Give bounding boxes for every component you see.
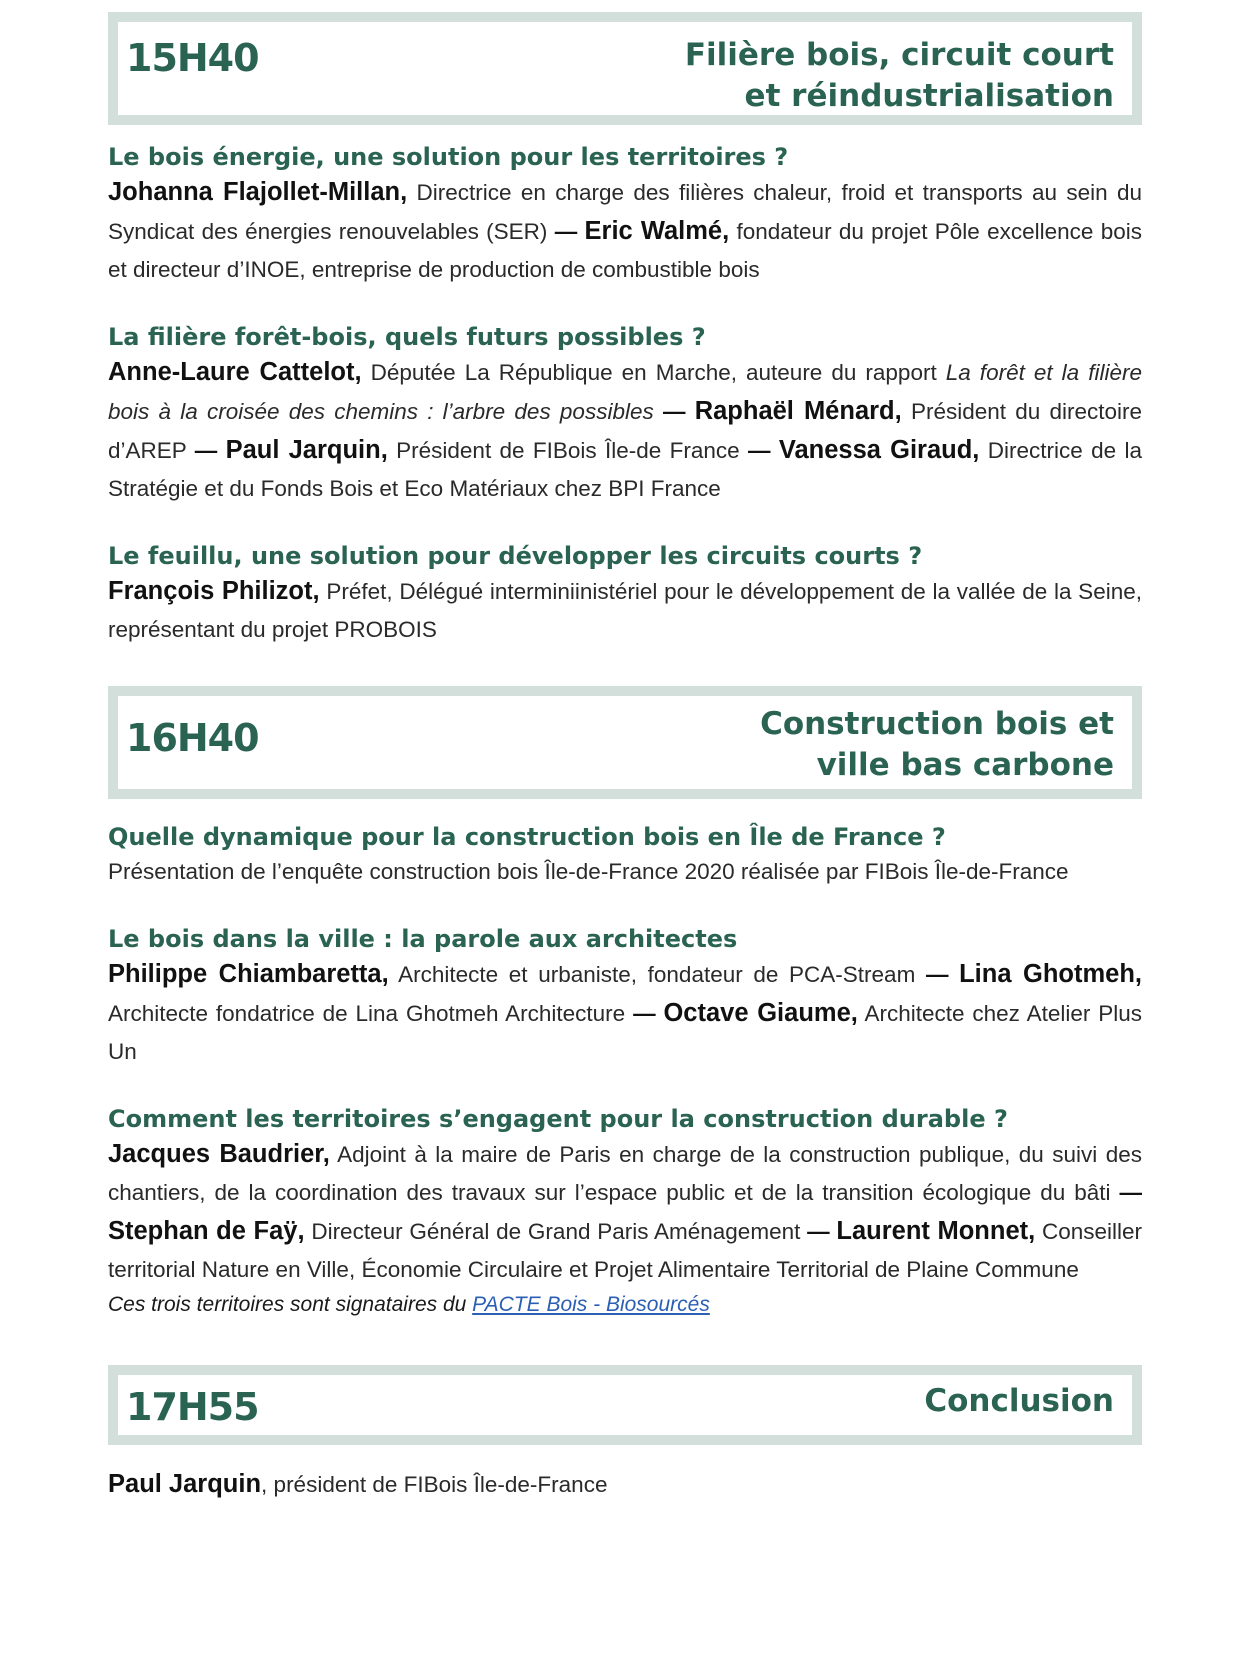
note-text: Ces trois territoires sont signataires du bbox=[108, 1293, 473, 1316]
talk-title: La filière forêt-bois, quels futurs possibles ? bbox=[108, 323, 706, 351]
report-title: La forêt et la filière bois à la croisée des chemins : l’arbre des possibles bbox=[108, 360, 1142, 424]
speaker-role: Architecte chez Atelier Plus Un bbox=[108, 1001, 1142, 1064]
session-header-1540 bbox=[108, 12, 1142, 125]
talk-title: Quelle dynamique pour la construction bois en Île de France ? bbox=[108, 823, 946, 851]
talk-speakers bbox=[108, 955, 1142, 1071]
session-time: 17H55 bbox=[126, 1385, 259, 1429]
session-title-line-2: ville bas carbone bbox=[816, 747, 1114, 783]
speaker-name: Raphaël Ménard, bbox=[694, 397, 902, 425]
speaker-name: Octave Giaume, bbox=[663, 999, 858, 1027]
speaker-name: Vanessa Giraud, bbox=[778, 436, 980, 464]
talk-description: Présentation de l’enquête construction bois Île-de-France 2020 réalisée par FIBois Île-de-France bbox=[108, 859, 1069, 884]
session-title: Conclusion bbox=[924, 1383, 1114, 1419]
speaker-name: Anne-Laure Cattelot, bbox=[108, 358, 362, 386]
talk-territoires-construction-durable bbox=[108, 1103, 1142, 1321]
separator-dash: — bbox=[748, 438, 771, 463]
speaker-role: Président de FIBois Île-de France bbox=[387, 438, 749, 463]
talk-bois-dans-la-ville bbox=[108, 923, 1142, 1071]
pacte-link[interactable]: PACTE Bois - Biosourcés bbox=[472, 1293, 710, 1316]
session-time: 15H40 bbox=[126, 36, 259, 80]
session-title-line-2: et réindustrialisation bbox=[744, 78, 1114, 114]
session-title-line-1: Construction bois et bbox=[760, 706, 1114, 742]
separator-dash: — bbox=[1119, 1180, 1142, 1205]
session-title bbox=[760, 704, 1114, 786]
speaker-role: , président de FIBois Île-de-France bbox=[261, 1472, 608, 1497]
speaker-name: Eric Walmé, bbox=[584, 217, 730, 245]
speaker-role: Directrice en charge des filières chaleur, froid et transports au sein du Syndicat des énergies renouvelables (SER) bbox=[108, 180, 1142, 244]
talk-title: Comment les territoires s’engagent pour la construction durable ? bbox=[108, 1105, 1008, 1133]
session-header-1755 bbox=[108, 1365, 1142, 1445]
separator-dash: — bbox=[633, 1001, 656, 1026]
speaker-role: Directrice de la Stratégie et du Fonds Bois et Eco Matériaux chez BPI France bbox=[108, 438, 1142, 501]
separator-dash: — bbox=[662, 399, 686, 424]
agenda-page bbox=[108, 12, 1142, 1504]
conclusion-speaker bbox=[108, 1465, 1142, 1504]
speaker-role: Conseiller territorial Nature en Ville, Économie Circulaire et Projet Alimentaire Territorial de Plaine Commune bbox=[108, 1219, 1143, 1282]
talk-filiere-foret-bois bbox=[108, 321, 1142, 508]
speaker-role: Architecte et urbaniste, fondateur de PCA-Stream bbox=[388, 962, 926, 987]
speaker-role: Adjoint à la maire de Paris en charge de la construction publique, du suivi des chantiers, de la coordination des travaux sur l’espace public et de la transition écologique du bâti bbox=[108, 1142, 1142, 1205]
speaker-role: Architecte fondatrice de Lina Ghotmeh Architecture bbox=[108, 1001, 634, 1026]
speaker-name: Jacques Baudrier, bbox=[108, 1140, 330, 1168]
speaker-name: Paul Jarquin, bbox=[225, 436, 388, 464]
signatories-note bbox=[108, 1289, 1142, 1321]
speaker-role: Députée La République en Marche, auteure du rapport bbox=[361, 360, 946, 385]
talk-speakers bbox=[108, 353, 1142, 508]
separator-dash: — bbox=[807, 1219, 830, 1244]
speaker-role: Président du directoire d’AREP bbox=[108, 399, 1142, 463]
session-title-line-1: Filière bois, circuit court bbox=[684, 37, 1114, 73]
speaker-role: fondateur du projet Pôle excellence bois et directeur d’INOE, entreprise de production de combustible bois bbox=[108, 219, 1142, 282]
talk-speakers bbox=[108, 173, 1142, 289]
talk-speakers bbox=[108, 572, 1142, 649]
session-time: 16H40 bbox=[126, 716, 259, 760]
talk-title: Le feuillu, une solution pour développer les circuits courts ? bbox=[108, 542, 923, 570]
speaker-name: Johanna Flajollet-Millan, bbox=[108, 178, 408, 206]
separator-dash: — bbox=[194, 438, 218, 463]
speaker-role: Directeur Général de Grand Paris Aménagement bbox=[304, 1219, 808, 1244]
talk-title: Le bois énergie, une solution pour les territoires ? bbox=[108, 143, 789, 171]
speaker-name: Laurent Monnet, bbox=[836, 1217, 1036, 1245]
speaker-name: François Philizot, bbox=[108, 577, 320, 605]
talk-dynamique-construction bbox=[108, 821, 1142, 891]
speaker-name: Philippe Chiambaretta, bbox=[108, 960, 389, 988]
speaker-name: Lina Ghotmeh, bbox=[959, 960, 1142, 988]
talk-bois-energie bbox=[108, 141, 1142, 289]
separator-dash: — bbox=[554, 219, 578, 244]
session-title bbox=[685, 35, 1114, 117]
talk-feuillu bbox=[108, 540, 1142, 649]
speaker-role: Préfet, Délégué interminiinistériel pour le développement de la vallée de la Seine, représentant du projet PROBOIS bbox=[108, 579, 1142, 642]
talk-speakers bbox=[108, 1135, 1142, 1289]
speaker-name: Stephan de Faÿ, bbox=[108, 1217, 305, 1245]
session-header-1640 bbox=[108, 686, 1142, 799]
speaker-name: Paul Jarquin bbox=[108, 1470, 262, 1498]
talk-title: Le bois dans la ville : la parole aux architectes bbox=[108, 925, 738, 953]
separator-dash: — bbox=[925, 962, 949, 987]
